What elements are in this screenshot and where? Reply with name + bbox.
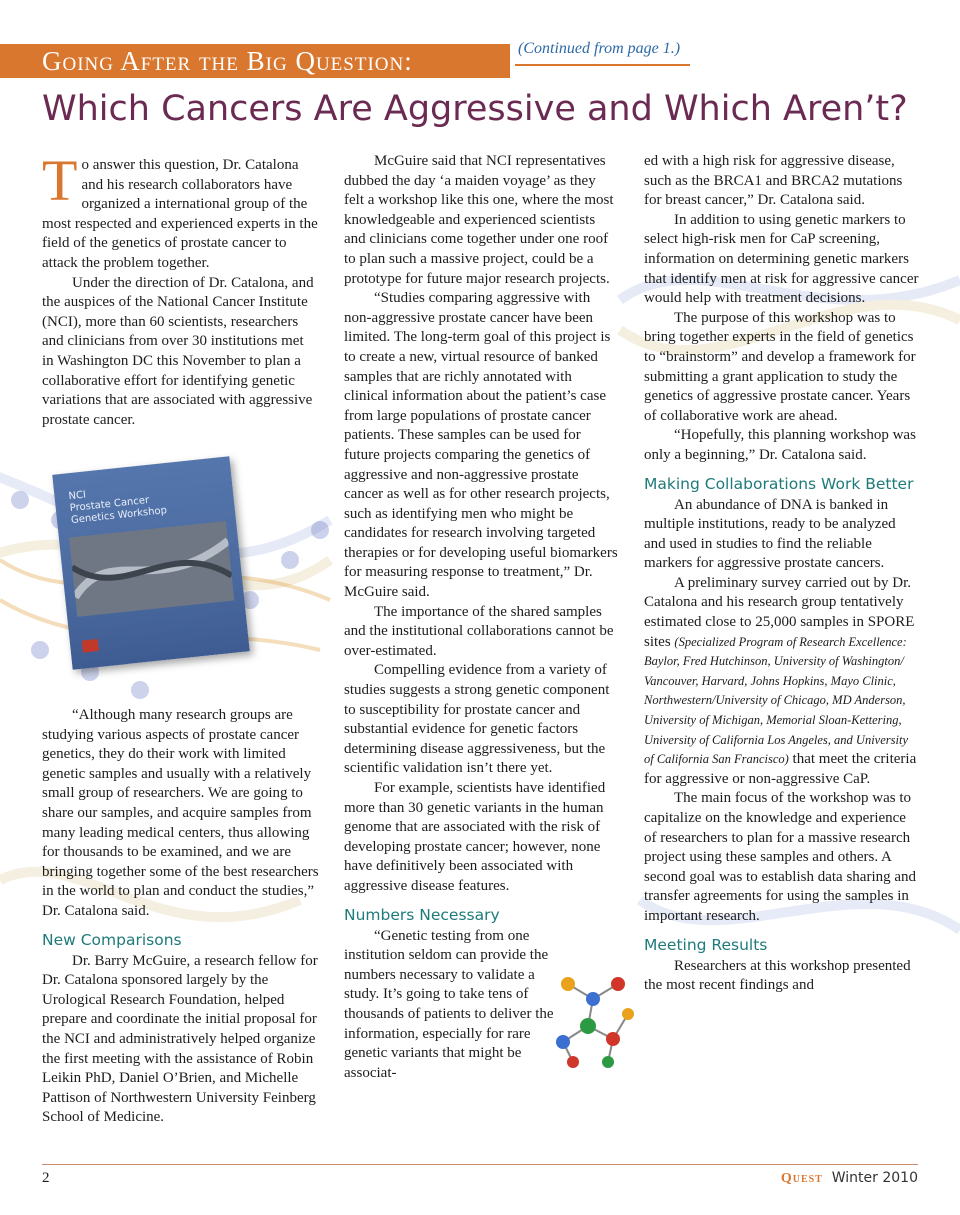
paragraph: “Studies comparing aggressive with non-aggressive prostate cancer have been limited. The long-term goal of this project is to create a new, virtual resource of banked samples that are richly annotated with clinical information about the patient’s case from large populations of prostate cancer patients. These samples can be used for future projects comparing the genetics of aggressive and non-aggressive prostate cancer as well as for other research projects, such as identifying men who might be candidates for research involving targeted therapies or for developing useful biomarkers for measuring response to treatment,” Dr. McGuire said. — [344, 290, 618, 601]
booklet-logo — [82, 639, 99, 653]
paragraph: An abundance of DNA is banked in multiple institutions, ready to be analyzed and used in studies to find the reliable markers for aggressive prostate cancers. — [644, 496, 896, 572]
publication-name — [781, 1170, 918, 1187]
brand-name: Quest — [780, 1171, 823, 1186]
issue-date: Winter 2010 — [831, 1170, 918, 1186]
footer-rule — [42, 1164, 918, 1165]
paragraph: Researchers at this workshop presented the most recent findings and — [644, 957, 911, 994]
article-headline: Which Cancers Are Aggressive and Which Aren’t? — [42, 89, 908, 129]
subheading-meeting-results: Meeting Results — [644, 935, 768, 954]
paragraph: The main focus of the workshop was to capitalize on the knowledge and experience of researchers to plan for a massive research project using these samples and others. A second goal was to establish data sharing and transfer agreements for using the samples in important research. — [644, 790, 917, 924]
paragraph-text: A preliminary survey carried out by Dr. Catalona and his research group tentatively estimated close to 25,000 samples in SPORE sites — [644, 574, 915, 650]
continued-note: (Continued from page 1.) — [518, 40, 681, 57]
paragraph: For example, scientists have identified more than 30 genetic variants in the human genome that are associated with the risk of developing prostate cancer; however, none have definitively been associated with aggressive disease features. — [344, 780, 606, 894]
paragraph — [42, 148, 319, 274]
paragraph: “Hopefully, this planning workshop was only a beginning,” Dr. Catalona said. — [644, 427, 916, 463]
paragraph: “Genetic testing from one institution seldom can provide the numbers necessary to validate a study. It’s going to take tens of thousands of patients to deliver the information, especially for rare genetic variants that might be associat- — [344, 927, 554, 1081]
subheading-numbers-necessary: Numbers Necessary — [344, 905, 500, 924]
paragraph-text: o answer this question, Dr. Catalona and his research collaborators have organized a international group of the most respected and experienced experts in the field of the genetics of prostate cancer to attack the problem together. — [42, 157, 318, 271]
subheading-new-comparisons: New Comparisons — [42, 930, 182, 949]
paragraph: Under the direction of Dr. Catalona, and the auspices of the National Cancer Institute (NCI), more than 60 scientists, researchers and clinicians from over 30 institutions met in Washington DC this November to plan a collaborative effort for identifying genetic variations that are associated with aggressive prostate cancer. — [42, 274, 314, 428]
paragraph: The importance of the shared samples and the institutional collaborations cannot be over-estimated. — [344, 603, 614, 659]
paragraph: Dr. Barry McGuire, a research fellow for Dr. Catalona sponsored largely by the Urological Research Foundation, helped prepare and coordinate the initial proposal for the NCI and administratively helped organize the first meeting with the assistance of Robin Leikin PhD, Daniel O’Brien, and Michelle Pattison of Northwestern University Feinberg School of Medicine. — [42, 952, 318, 1126]
continued-underline — [515, 64, 690, 66]
paragraph: In addition to using genetic markers to select high-risk men for CaP screening, information on determining genetic markers that identify men at risk for aggressive cancer would help with treatment decisions. — [644, 211, 919, 307]
paragraph-text: that meet the criteria for aggressive or non-aggressive CaP. — [644, 751, 917, 787]
paragraph: The purpose of this workshop was to bring together experts in the field of genetics to “brainstorm” and develop a framework for submitting a grant application to study the genetics of aggressive prostate cancer. Years of collaborative work are ahead. — [644, 309, 916, 424]
molecule-illustration — [548, 964, 644, 1070]
column-1-top — [42, 148, 319, 430]
page-number: 2 — [42, 1170, 50, 1186]
paragraph: “Although many research groups are studying various aspects of prostate cancer genetics, they do their work with limited genetic samples and usually with a relatively small group of researchers. We are going to share our samples, and acquire samples from many leading medical centers, thus allowing for thousands to be examined, and we are bringing together some of the best researchers in the world to plan and conduct the studies,” Dr. Catalona said. — [42, 707, 319, 919]
booklet-title: NCI Prostate Cancer Genetics Workshop — [68, 489, 168, 527]
spore-sites-list: (Specialized Program of Research Excellence: Baylor, Fred Hutchinson, University of Washington/ Vancouver, Harvard, Johns Hopkins, Mayo Clinic, Northwestern/University of Chicago, MD Anderson, University of Michigan, Memorial Sloan-Kettering, University of California Los Angeles, and University of California San Francisco) — [644, 634, 908, 767]
paragraph — [644, 574, 920, 790]
column-3 — [644, 152, 920, 996]
drop-cap: T — [42, 148, 78, 213]
workshop-booklet-image — [52, 456, 250, 670]
paragraph: McGuire said that NCI representatives dubbed the day ‘a maiden voyage’ as they felt a workshop like this one, where the most knowledgeable and experienced scientists and clinicians come together under one roof to plan such a massive project, could be a prototype for future major research projects. — [344, 153, 614, 287]
paragraph: Compelling evidence from a variety of studies suggests a strong genetic component to susceptibility for prostate cancer and substantial evidence for genetic factors determining disease aggressiveness, but the scientific validation isn’t there yet. — [344, 662, 610, 777]
kicker-title: Going After the Big Question: — [42, 46, 413, 76]
subheading-making-collaborations: Making Collaborations Work Better — [644, 474, 914, 493]
column-1-bottom — [42, 706, 319, 1128]
paragraph: ed with a high risk for aggressive disease, such as the BRCA1 and BRCA2 mutations for breast cancer,” Dr. Catalona said. — [644, 153, 903, 209]
booklet-cover-art — [69, 521, 234, 617]
column-2 — [344, 152, 618, 1083]
